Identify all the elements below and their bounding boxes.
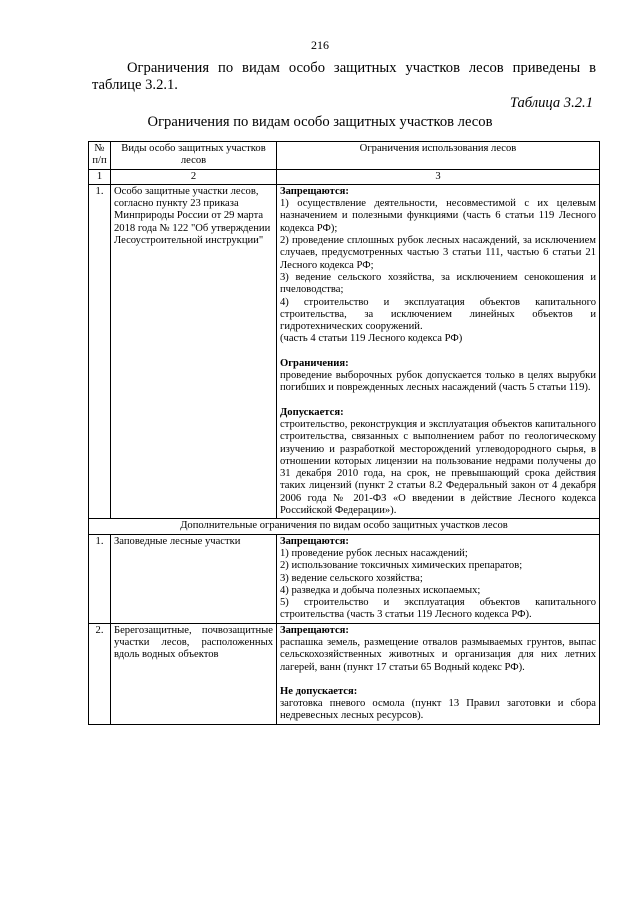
prohibited-item: 4) строительство и эксплуатация объектов капитального строительства, за исключением линейных объектов и гидротехнических сооружений. — [280, 296, 596, 333]
row-number: 1. — [89, 184, 111, 518]
table-row — [89, 623, 600, 724]
prohibited-item: 5) строительство и эксплуатация объектов капитального строительства (часть 3 статьи 119 Лесного кодекса РФ). — [280, 597, 596, 621]
section-header-row — [89, 519, 600, 534]
not-allowed-title: Не допускается: — [280, 685, 358, 697]
col-number-1: 1 — [89, 169, 111, 184]
limits-text: проведение выборочных рубок допускается только в целях вырубки погибших и поврежденных лесных насаждений (часть 5 статьи 119). — [280, 370, 596, 394]
prohibited-title: Запрещаются: — [280, 185, 349, 197]
header-restrictions: Ограничения использования лесов — [277, 142, 600, 170]
col-number-2: 2 — [111, 169, 277, 184]
row-number: 1. — [89, 534, 111, 623]
page-number: 216 — [311, 38, 329, 52]
prohibited-text: распашка земель, размещение отвалов размываемых грунтов, выпас сельскохозяйственных животных и организация для них летних лагерей, ванн (пункт 17 статьи 65 Водный кодекс РФ). — [280, 636, 596, 673]
not-allowed-text: заготовка пневого осмола (пункт 13 Правил заготовки и сбора недревесных лесных ресурсов). — [280, 698, 596, 722]
table-title: Ограничения по видам особо защитных участков лесов — [147, 114, 493, 130]
prohibited-item: 1) проведение рубок лесных насаждений; — [280, 547, 468, 559]
prohibited-title: Запрещаются: — [280, 535, 349, 547]
header-num: № п/п — [89, 142, 111, 170]
table-label: Таблица 3.2.1 — [509, 95, 593, 111]
intro-paragraph: Ограничения по видам особо защитных участков лесов приведены в таблице 3.2.1. — [92, 60, 596, 93]
prohibited-item: 2) использование токсичных химических препаратов; — [280, 560, 523, 572]
col-number-3: 3 — [277, 169, 600, 184]
area-type: Заповедные лесные участки — [111, 534, 277, 623]
table-row — [89, 534, 600, 623]
allowed-title: Допускается: — [280, 406, 344, 418]
prohibited-item: 3) ведение сельского хозяйства; — [280, 572, 423, 584]
table-row — [89, 184, 600, 518]
prohibited-title: Запрещаются: — [280, 624, 349, 636]
table-header-row — [89, 142, 600, 170]
area-type: Берегозащитные, почвозащитные участки лесов, расположенных вдоль водных объектов — [111, 623, 277, 724]
prohibited-item: 4) разведка и добыча полезных ископаемых; — [280, 584, 481, 596]
prohibited-item: 1) осуществление деятельности, несовместимой с их целевым назначением и полезными функциями (часть 6 статьи 119 Лесного кодекса РФ); — [280, 198, 596, 234]
row-number: 2. — [89, 623, 111, 724]
restrictions-cell — [277, 184, 600, 518]
restrictions-table — [88, 141, 600, 725]
limits-title: Ограничения: — [280, 357, 349, 369]
restrictions-cell — [277, 623, 600, 724]
prohibited-source: (часть 4 статьи 119 Лесного кодекса РФ) — [280, 333, 463, 345]
prohibited-item: 3) ведение сельского хозяйства, за исключением сенокошения и пчеловодства; — [280, 271, 596, 296]
area-type: Особо защитные участки лесов, согласно пункту 23 приказа Минприроды России от 29 марта 2018 года № 122 "Об утверждении Лесоустроительной инструкции" — [111, 184, 277, 518]
section-header: Дополнительные ограничения по видам особо защитных участков лесов — [89, 519, 600, 534]
allowed-text: строительство, реконструкция и эксплуатация объектов капитального строительства, связанных с выполнением работ по геологическому изучению и разработкой месторождений углеводородного сырья, в отношении которых лицензии на пользование недрами получены до 31 декабря 2010 года, на срок, не превышающий срока действия таких лицензий (пункт 2 статьи 8.2 Федеральный закон от 4 декабря 2006 года № 201-ФЗ «О введении в действие Лесного кодекса Российской Федерации»). — [280, 418, 596, 517]
restrictions-cell — [277, 534, 600, 623]
header-type: Виды особо защитных участков лесов — [111, 142, 277, 170]
column-number-row — [89, 169, 600, 184]
prohibited-item: 2) проведение сплошных рубок лесных насаждений, за исключением случаев, предусмотренных частью 3 статьи 111, частью 6 статьи 21 Лесного кодекса РФ; — [280, 235, 596, 271]
